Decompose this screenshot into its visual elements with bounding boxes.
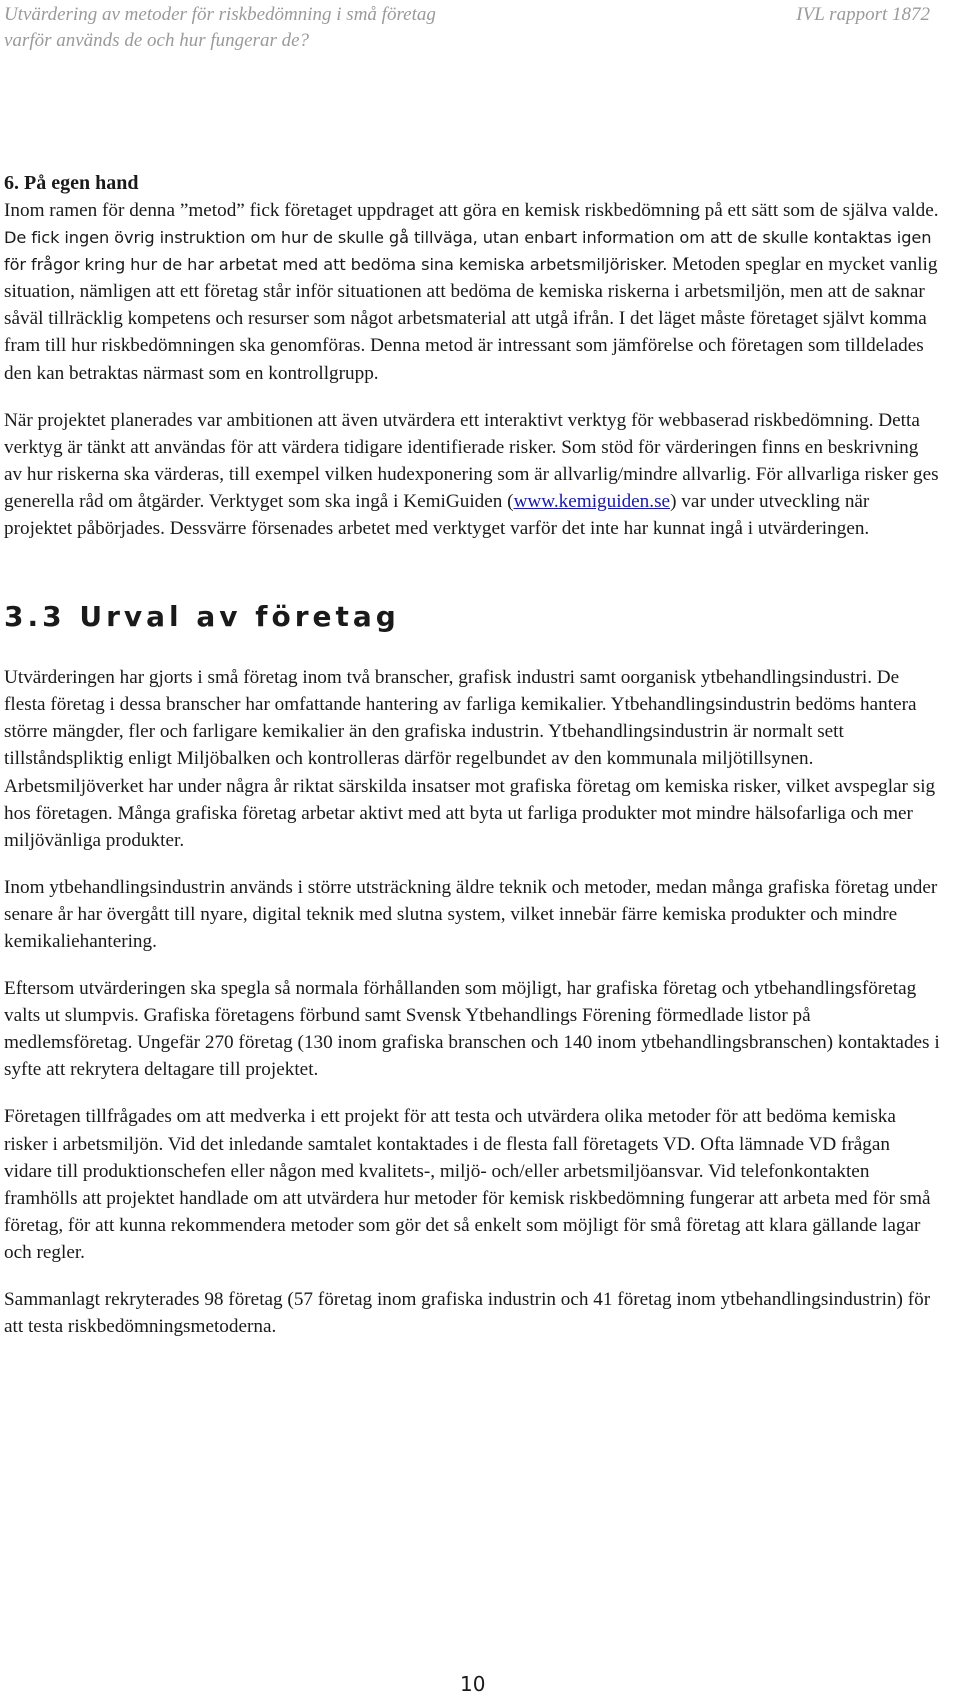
section6-p2-part-a: När projektet planerades var ambitionen att även utvärdera ett interaktivt verktyg för webbaserad riskbedömning. Detta verktyg är tänkt att användas för att värdera tidigare identifierade risker. Som stöd för värderingen finns en beskrivning av hur riskerna ska värderas, till exempel vilken hudexponering som är allvarlig/mindre allvarlig. För allvarliga risker ges generella råd om åtgärder. Verktyget som ska ingå i KemiGuiden ( (4, 409, 939, 512)
page-content (4, 170, 940, 1340)
page-number: 10 (460, 1672, 486, 1696)
section33-paragraph-3: Eftersom utvärderingen ska spegla så normala förhållanden som möjligt, har grafiska företag och ytbehandlingsföretag valts ut slumpvis. Grafiska företagens förbund samt Svensk Ytbehandlings Förening förmedlade listor på medlemsföretag. Ungefär 270 företag (130 inom grafiska branschen och 140 inom ytbehandlingsbranschen) kontaktades i syfte att rekrytera deltagare till projektet. (4, 978, 940, 1081)
section33-paragraph-4: Företagen tillfrågades om att medverka i ett projekt för att testa och utvärdera olika metoder för att bedöma kemiska risker i arbetsmiljön. Vid det inledande samtalet kontaktades i de flesta fall företagets VD. Ofta lämnade VD frågan vidare till produktionschefen eller någon med kvalitets-, miljö- och/eller arbetsmiljöansvar. Vid telefonkontakten framhölls att projektet handlade om att utvärdera hur metoder för kemisk riskbedömning fungerar att arbeta med för små företag, för att kunna rekommendera metoder som gör det så enkelt som möjligt för små företag att klara gällande lagar och regler. (4, 1106, 931, 1263)
header-title (4, 2, 436, 54)
header-title-line1: Utvärdering av metoder för riskbedömning i små företag (4, 4, 436, 25)
section6-p2-part-b: ) var under utveckling när projektet påbörjades. Dessvärre försenades arbetet med verktyget varför det inte har kunnat ingå i utvärderingen. (4, 490, 870, 540)
kemiguiden-link[interactable]: www.kemiguiden.se (513, 490, 671, 512)
section6-p1-part-c: Metoden speglar en mycket vanlig situation, nämligen att ett företag står inför situationen att bedöma de kemiska riskerna i arbetsmiljön, men att de saknar såväl tillräcklig kompetens och resurser som något arbetsmaterial att utgå ifrån. I det läget måste företaget självt komma fram till hur riskbedömningen ska genomföras. Denna metod är intressant som jämförelse och företagen som tilldelades den kan betraktas närmast som en kontrollgrupp. (4, 254, 938, 384)
section33-paragraph-2: Inom ytbehandlingsindustrin används i större utsträckning äldre teknik och metoder, medan många grafiska företag under senare år har övergått till nyare, digital teknik med slutna system, vilket innebär färre kemiska produkter och mindre kemikaliehantering. (4, 876, 938, 952)
section6-p1-part-a: Inom ramen för denna ”metod” fick företaget uppdraget att göra en kemisk riskbedömning på ett sätt som de själva valde. (4, 200, 939, 221)
section33-paragraph-5: Sammanlagt rekryterades 98 företag (57 företag inom grafiska industrin och 41 företag inom ytbehandlingsindustrin) för att testa riskbedömningsmetoderna. (4, 1289, 931, 1338)
section-heading-6: 6. På egen hand (4, 172, 139, 194)
section6-paragraph-2 (4, 407, 940, 542)
header-title-line2: varför används de och hur fungerar de? (4, 30, 310, 51)
header-report-number: IVL rapport 1872 (796, 4, 930, 25)
section33-paragraph-1: Utvärderingen har gjorts i små företag inom två branscher, grafisk industri samt oorganisk ytbehandlingsindustri. De flesta företag i dessa branscher har omfattande hantering av farliga kemikalier. Ytbehandlingsindustrin bedöms hantera större mängder, fler och farligare kemikalier än den grafiska industrin. Ytbehandlingsindustrin är normalt sett tillståndspliktig enligt Miljöbalken och kontrolleras därför regelbundet av den kommunala miljötillsynen. Arbetsmiljöverket har under några år riktat särskilda insatser mot grafiska företag om kemiska risker, vilket avspeglar sig hos företagen. Många grafiska företag arbetar aktivt med att byta ut farliga produkter mot mindre hälsofarliga och mer miljövänliga produkter. (4, 667, 936, 851)
chapter-heading-3-3: 3.3 Urval av företag (4, 600, 400, 634)
section6-p1-part-b: De fick ingen övrig instruktion om hur de skulle gå tillväga, utan enbart information om att de skulle kontaktas igen för frågor kring hur de har arbetat med att bedöma sina kemiska arbetsmiljörisker. (4, 228, 932, 275)
section6-paragraph-1 (4, 197, 940, 387)
